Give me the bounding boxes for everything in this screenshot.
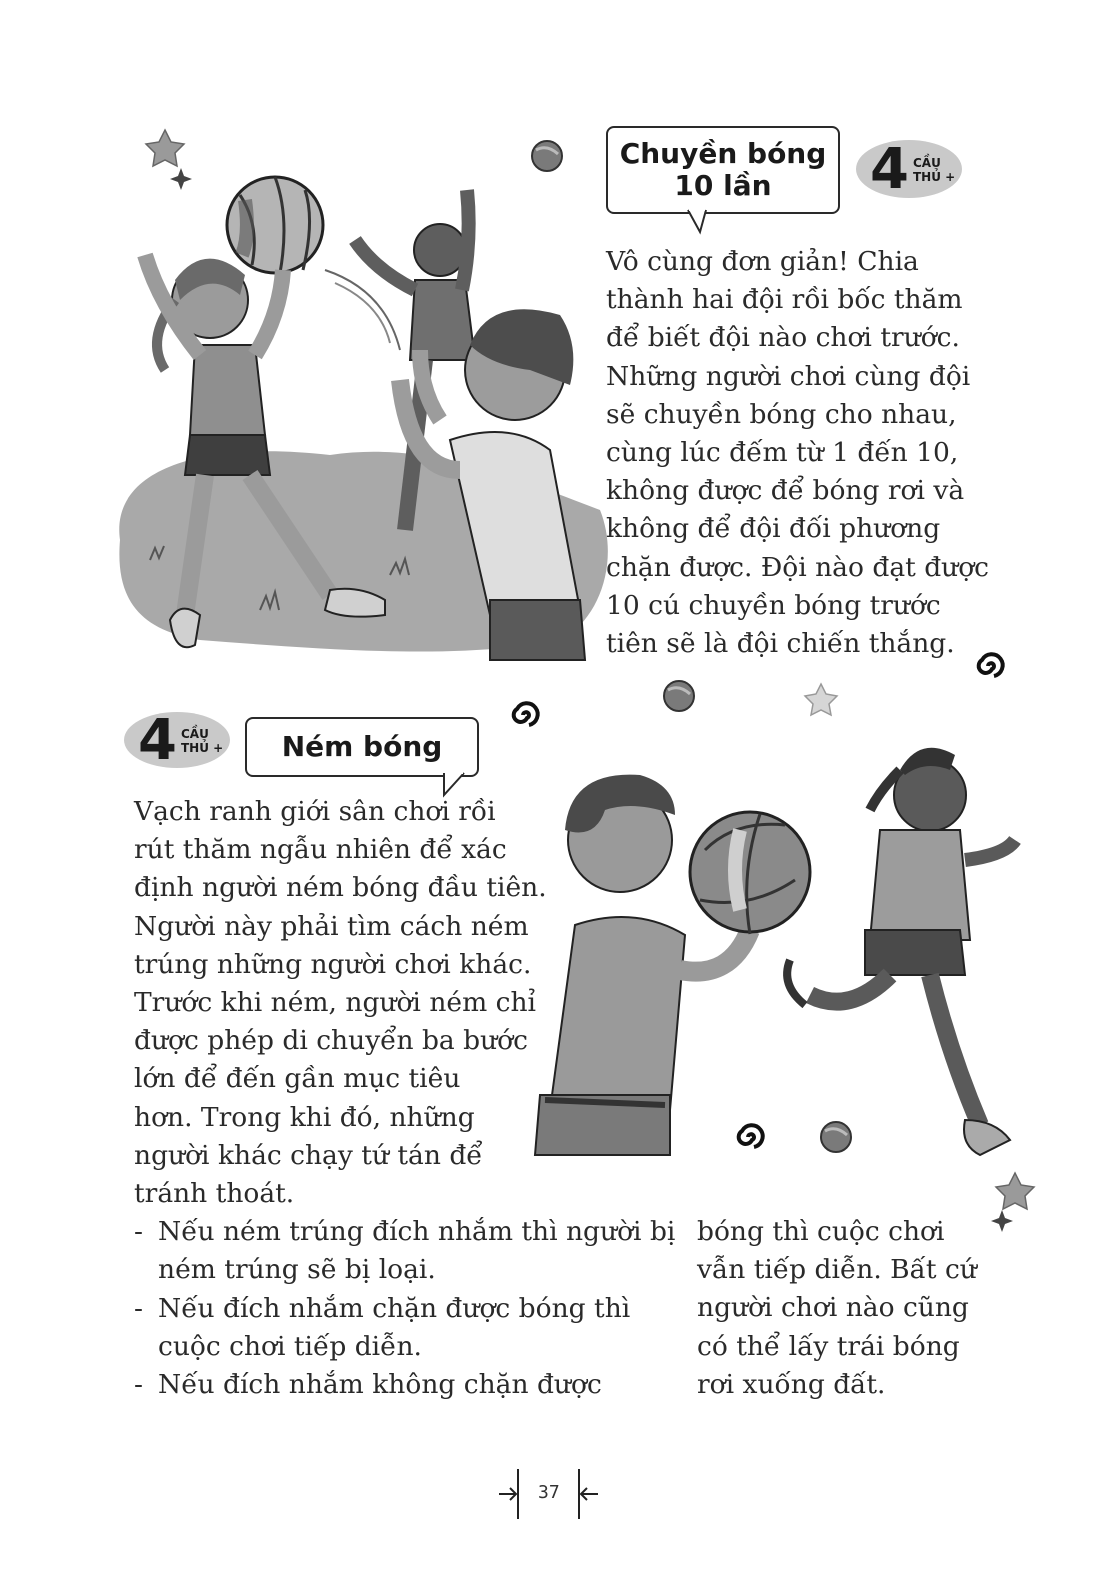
bullet-text-line2: ném trúng sẽ bị loại.: [158, 1254, 436, 1285]
text-line: Những người chơi cùng đội: [606, 360, 971, 392]
text-line: hơn. Trong khi đó, những: [134, 1101, 475, 1133]
text-line: vẫn tiếp diễn. Bất cứ: [697, 1254, 977, 1286]
badge-label-line1: CẦU: [181, 727, 209, 741]
text-line: sẽ chuyền bóng cho nhau,: [606, 398, 957, 430]
text-line: rút thăm ngẫu nhiên để xác: [134, 834, 507, 866]
text-line: tránh thoát.: [134, 1178, 295, 1210]
text-line: Vạch ranh giới sân chơi rồi: [134, 796, 496, 827]
text-line: rơi xuống đất.: [697, 1368, 886, 1400]
text-line: tiên sẽ là đội chiến thắng.: [606, 628, 955, 660]
section2-title: Ném bóng: [281, 730, 443, 763]
section1-title-line1: Chuyền bóng: [619, 137, 827, 170]
section1-title-line2: 10 lần: [674, 169, 772, 202]
text-line: trúng những người chơi khác.: [134, 948, 532, 980]
text-line: chặn được. Đội nào đạt được: [606, 551, 990, 583]
text-line: để biết đội nào chơi trước.: [606, 322, 960, 354]
bullet-dash: -: [134, 1216, 143, 1247]
text-line: người khác chạy tứ tán để: [134, 1139, 483, 1171]
bullet-text-line1: Nếu ném trúng đích nhắm thì người bị: [158, 1216, 676, 1247]
bullet-text-line1: Nếu đích nhắm chặn được bóng thì: [158, 1293, 631, 1324]
text-line: bóng thì cuộc chơi: [697, 1216, 945, 1247]
text-line: không được để bóng rơi và: [606, 475, 965, 507]
text-line: định người ném bóng đầu tiên.: [134, 872, 547, 904]
text-line: Người này phải tìm cách ném: [134, 910, 529, 942]
bullet-text-line1: Nếu đích nhắm không chặn được: [158, 1369, 602, 1400]
bullet-dash: -: [134, 1369, 143, 1400]
text-line: người chơi nào cũng: [697, 1292, 969, 1324]
text-line: Vô cùng đơn giản! Chia: [606, 246, 919, 277]
badge-label-line2: THỦ +: [181, 741, 224, 755]
text-line: Trước khi ném, người ném chỉ: [134, 987, 537, 1019]
section2-right-column: [697, 1213, 977, 1404]
badge-label-line1: CẦU: [913, 156, 941, 170]
page-number-right-bracket-icon: [574, 1463, 604, 1523]
page-number-left-bracket-icon: [497, 1463, 527, 1523]
text-line: được phép di chuyển ba bước: [134, 1025, 528, 1057]
text-line: có thể lấy trái bóng: [697, 1330, 960, 1362]
badge-label-line2: THỦ +: [913, 170, 956, 184]
bullet-dash: -: [134, 1293, 143, 1324]
text-line: thành hai đội rồi bốc thăm: [606, 284, 963, 316]
page-number: 37: [538, 1482, 560, 1503]
text-line: không để đội đối phương: [606, 513, 941, 545]
text-line: lớn để đến gần mục tiêu: [134, 1063, 461, 1095]
text-line: 10 cú chuyền bóng trước: [606, 589, 941, 621]
badge-number: 4: [138, 708, 175, 773]
text-line: cùng lúc đếm từ 1 đến 10,: [606, 437, 959, 469]
bullet-text-line2: cuộc chơi tiếp diễn.: [158, 1331, 422, 1362]
badge-number: 4: [870, 137, 907, 202]
